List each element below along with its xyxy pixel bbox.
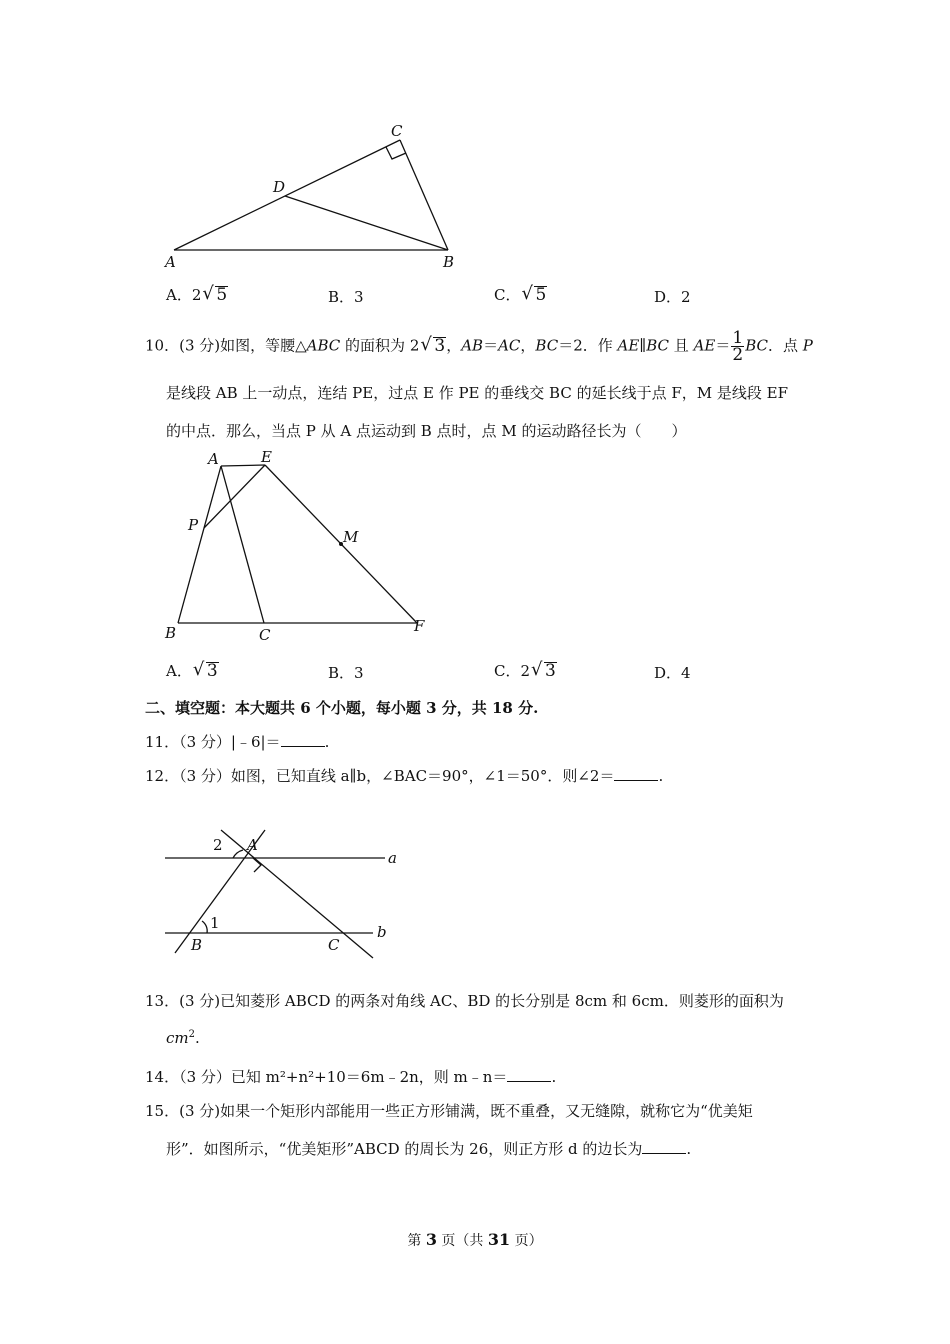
q10-line2: 是线段 AB 上一动点，连结 PE，过点 E 作 PE 的垂线交 BC 的延长线于点 F，M 是线段 EF bbox=[166, 384, 789, 402]
page-footer: 第 3 页（共 31 页） bbox=[407, 1230, 543, 1249]
figure-q12 bbox=[155, 822, 405, 962]
fig10-label-c: C bbox=[259, 626, 271, 644]
fig9-label-b: B bbox=[443, 253, 455, 271]
q15-line1: 15．(3 分)如果一个矩形内部能用一些正方形铺满，既不重叠，又无缝隙，就称它为“优美矩 bbox=[145, 1102, 753, 1120]
fig10-label-m: M bbox=[343, 528, 359, 546]
fig9-label-c: C bbox=[391, 122, 403, 140]
fig10-label-a: A bbox=[208, 450, 219, 468]
figure-q10 bbox=[155, 448, 445, 648]
fig12-label-a-point: A bbox=[247, 836, 258, 854]
q10-line3: 的中点．那么，当点 P 从 A 点运动到 B 点时，点 M 的运动路径长为（ ） bbox=[166, 422, 687, 440]
fig10-label-e: E bbox=[261, 448, 272, 466]
q9-option-d: D．2 bbox=[654, 288, 691, 306]
fig12-label-c: C bbox=[328, 936, 340, 954]
fraction-half: $\frac{1}{2}$ bbox=[732, 328, 744, 365]
q9-option-b: B．3 bbox=[328, 288, 364, 306]
q9-option-c: C． √ 5 bbox=[494, 283, 547, 305]
answer-blank bbox=[281, 732, 325, 747]
q9-option-a: A．2 √ 5 bbox=[166, 283, 228, 305]
q14: 14．（3 分）已知 m²+n²+10＝6m﹣2n，则 m﹣n＝ . bbox=[145, 1068, 557, 1086]
answer-blank bbox=[614, 766, 658, 781]
q13-line2: $cm^2$. bbox=[166, 1029, 200, 1047]
fig9-label-d: D bbox=[273, 178, 286, 196]
fig9-label-a: A bbox=[165, 253, 176, 271]
fig10-label-b: B bbox=[165, 624, 177, 642]
fig12-label-line-a: a bbox=[388, 849, 397, 867]
q10-option-d: D．4 bbox=[654, 664, 691, 682]
fig10-label-f: F bbox=[414, 617, 425, 635]
answer-blank bbox=[642, 1139, 686, 1154]
fig10-label-p: P bbox=[188, 516, 199, 534]
q10-line1: 10．(3 分)如图，等腰△ABC 的面积为 2 √ 3，AB＝AC，BC＝2．作 AE∥BC 且 AE＝ $\frac{1}{2}$ BC．点 P bbox=[145, 328, 813, 365]
answer-blank bbox=[507, 1067, 551, 1082]
q15-line2: 形”．如图所示，“优美矩形”ABCD 的周长为 26，则正方形 d 的边长为 . bbox=[166, 1140, 692, 1158]
figure-q9 bbox=[150, 115, 470, 275]
q11: 11．（3 分）|﹣6|＝ . bbox=[145, 733, 330, 751]
q10-option-a: A． √ 3 bbox=[166, 659, 218, 681]
fig12-label-b-point: B bbox=[191, 936, 203, 954]
section-title: 二、填空题：本大题共 6 个小题，每小题 3 分，共 18 分. bbox=[145, 699, 539, 717]
fig12-label-2: 2 bbox=[213, 836, 223, 854]
fig12-label-line-b: b bbox=[377, 923, 387, 941]
fig12-label-1: 1 bbox=[210, 914, 220, 932]
q10-option-b: B．3 bbox=[328, 664, 364, 682]
q12: 12．（3 分）如图，已知直线 a∥b，∠BAC＝90°，∠1＝50°．则∠2＝ . bbox=[145, 767, 664, 785]
q13-line1: 13．(3 分)已知菱形 ABCD 的两条对角线 AC、BD 的长分别是 8cm 和 6cm．则菱形的面积为 bbox=[145, 992, 784, 1010]
q10-option-c: C．2 √ 3 bbox=[494, 659, 556, 681]
